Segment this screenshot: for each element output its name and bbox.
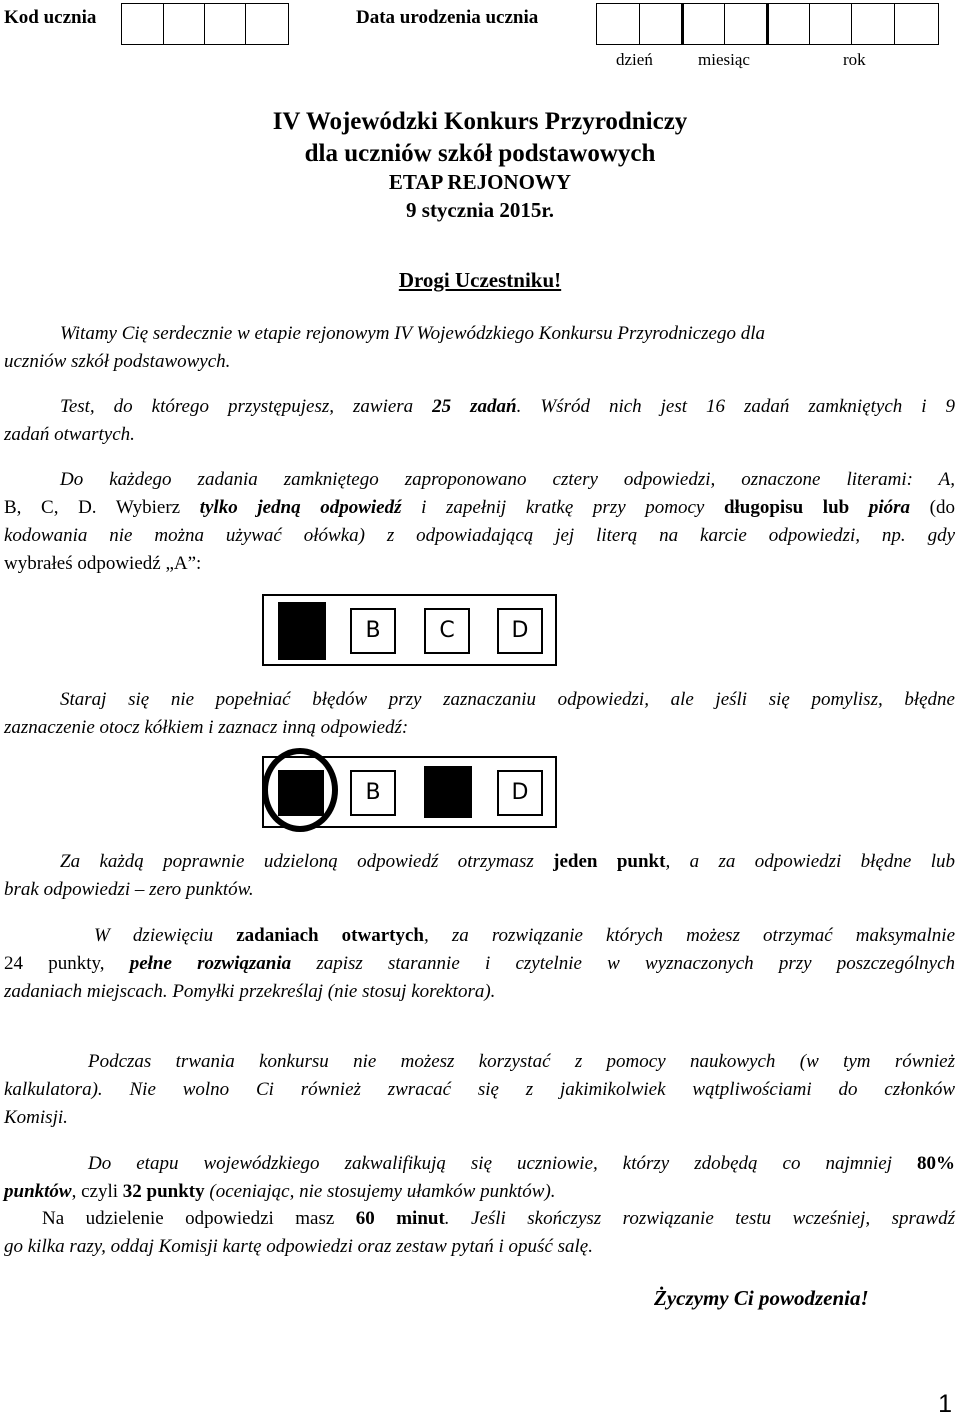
code-box[interactable] (122, 4, 163, 44)
date-box[interactable] (639, 4, 681, 44)
instructions-paragraph: Do każdego zadania zamkniętego zaproponowano cztery odpowiedzi, oznaczone literami: A, B, C, D. Wybierz tylko jedną odpowiedź i zapełnij kratkę przy pomocy długopisu lub pióra (do kodowania nie można używać ołówka) z odpowiadającą jej literą na karcie odpowiedzi, np. gdy wybrałeś odpowiedź „A”: (4, 469, 955, 574)
answer-box-b: B (350, 608, 396, 654)
closing-wish: Życzymy Ci powodzenia! (654, 1286, 869, 1310)
date-box[interactable] (894, 4, 937, 44)
scoring-paragraph: Za każdą poprawnie udzieloną odpowiedź otrzymasz jeden punkt, a za odpowiedzi błędne lub brak odpowiedzi – zero punktów. (4, 851, 955, 900)
qualification-paragraph: Do etapu wojewódzkiego zakwalifikują się uczniowie, którzy zdobędą co najmniej 80% punktów, czyli 32 punkty (oceniając, nie stosujemy ułamków punktów). (4, 1153, 955, 1202)
student-code-label: Kod ucznia (4, 7, 97, 28)
date-box[interactable] (597, 4, 639, 44)
answer-example-1 (262, 594, 557, 666)
contest-subtitle: dla uczniów szkół podstawowych (304, 140, 656, 167)
day-label: dzień (616, 50, 653, 69)
stage-label: ETAP REJONOWY (388, 170, 572, 194)
year-label: rok (843, 50, 866, 69)
date-box[interactable] (809, 4, 851, 44)
answer-box-b: B (350, 770, 396, 816)
birth-date-boxes[interactable] (596, 3, 939, 45)
date-box[interactable] (724, 4, 766, 44)
date-box[interactable] (851, 4, 894, 44)
date-box[interactable] (681, 4, 724, 44)
date-box[interactable] (766, 4, 809, 44)
answer-box-c-filled (424, 766, 472, 818)
page-number: 1 (938, 1390, 952, 1418)
time-paragraph: Na udzielenie odpowiedzi masz 60 minut. Jeśli skończysz rozwiązanie testu wcześniej, sprawdź go kilka razy, oddaj Komisji kartę odpowiedzi oraz zestaw pytań i opuść salę. (4, 1208, 955, 1257)
answer-box-d: D (497, 608, 543, 654)
answer-box-d: D (497, 770, 543, 816)
contest-date: 9 stycznia 2015r. (406, 198, 554, 222)
correction-paragraph: Staraj się nie popełniać błędów przy zaznaczaniu odpowiedzi, ale jeśli się pomylisz, błędne zaznaczenie otocz kółkiem i zaznacz inną odpowiedź: (4, 689, 955, 738)
rules-paragraph: Podczas trwania konkursu nie możesz korzystać z pomocy naukowych (w tym również kalkulatora). Nie wolno Ci również zwracać się z jakimikolwiek wątpliwościami do członków Komisji. (4, 1051, 955, 1128)
student-code-boxes[interactable] (121, 3, 289, 45)
code-box[interactable] (163, 4, 204, 44)
month-label: miesiąc (698, 50, 750, 69)
answer-box-c: C (424, 608, 470, 654)
correction-circle-icon (262, 748, 338, 832)
intro-paragraph: Witamy Cię serdecznie w etapie rejonowym IV Wojewódzkiego Konkursu Przyrodniczego dla uczniów szkół podstawowych. (4, 323, 766, 372)
contest-title: IV Wojewódzki Konkurs Przyrodniczy (272, 108, 688, 135)
code-box[interactable] (245, 4, 287, 44)
test-info-paragraph: Test, do którego przystępujesz, zawiera 25 zadań. Wśród nich jest 16 zadań zamkniętych i 9 zadań otwartych. (4, 396, 956, 445)
birth-date-label: Data urodzenia ucznia (356, 7, 539, 28)
greeting: Drogi Uczestniku! (398, 268, 562, 292)
code-box[interactable] (204, 4, 245, 44)
answer-box-a-filled (278, 602, 326, 660)
open-tasks-paragraph: W dziewięciu zadaniach otwartych, za rozwiązanie których możesz otrzymać maksymalnie 24 punkty, pełne rozwiązania zapisz starannie i czytelnie w wyznaczonych przy poszczególnych zadaniach miejscach. Pomyłki przekreślaj (nie stosuj korektora). (4, 925, 955, 1002)
